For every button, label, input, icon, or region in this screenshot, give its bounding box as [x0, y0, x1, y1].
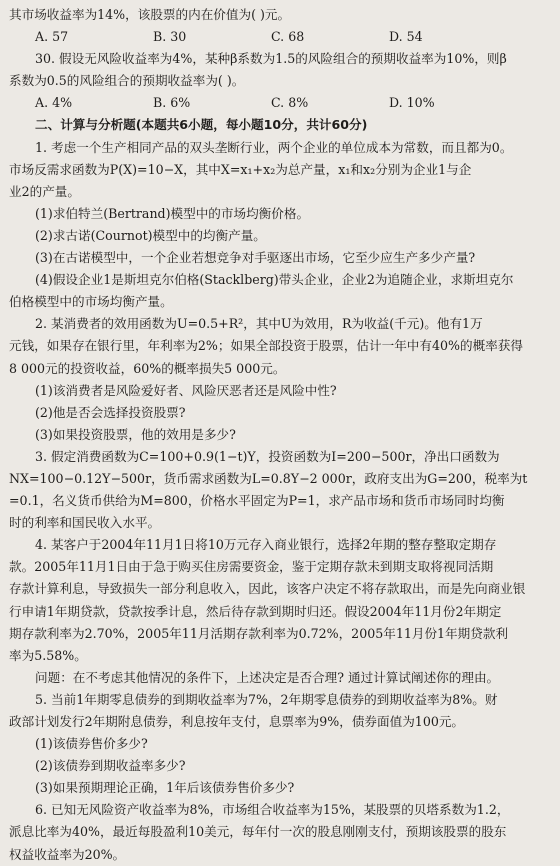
p1-s1: (1)求伯特兰(Bertrand)模型中的市场均衡价格。: [35, 205, 310, 221]
p4-l4: 行申请1年期贷款，贷款按季计息，然后待存款到期时归还。假设2004年11月份2年期定: [9, 603, 502, 619]
p2-l2: 元钱，如果存在银行里，年利率为2%；如果全部投资于股票，估计一年中有40%的概率获得: [9, 338, 523, 354]
p2-l3: 8 000元的投资收益，60%的概率损失5 000元。: [9, 360, 286, 376]
p6-l2: 派息比率为40%，最近每股盈利10美元，每年付一次的股息刚刚支付，预期该股票的股东: [9, 824, 507, 840]
option-a: A. 4%: [35, 95, 73, 111]
p3-l4: 时的利率和国民收入水平。: [9, 515, 161, 531]
p5-s2: (2)该债券到期收益率多少?: [35, 758, 186, 774]
p1-s2: (2)求古诺(Cournot)模型中的均衡产量。: [35, 227, 266, 243]
p1-l2: 市场反需求函数为P(X)=10−X，其中X=x₁+x₂为总产量，x₁和x₂分别为企业1与企: [9, 161, 472, 177]
p5-s3: (3)如果预期理论正确，1年后该债券售价多少?: [35, 780, 295, 796]
q30-l2: 系数为0.5的风险组合的预期收益率为( )。: [9, 73, 245, 89]
option-a: A. 57: [35, 29, 69, 45]
p5-l1: 5. 当前1年期零息债券的到期收益率为7%，2年期零息债券的到期收益率为8%。财: [35, 691, 498, 707]
p3-l1: 3. 假定消费函数为C=100+0.9(1−t)Y，投资函数为I=200−500r，净出口函数为: [35, 448, 500, 464]
p6-l1: 6. 已知无风险资产收益率为8%，市场组合收益率为15%，某股票的贝塔系数为1.2，: [35, 802, 510, 818]
p1-l1: 1. 考虑一个生产相同产品的双头垄断行业，两个企业的单位成本为常数，而且都为0。: [35, 139, 513, 155]
p5-l2: 政部计划发行2年期附息债券，利息按年支付，息票率为9%，债券面值为100元。: [9, 714, 465, 729]
p4-l3: 存款计算利息，导致损失一部分利息收入，因此，该客户决定不将存款取出，而是先向商业银: [9, 581, 526, 597]
p4-q: 问题：在不考虑其他情况的条件下，上述决定是否合理? 通过计算试阐述你的理由。: [35, 669, 500, 685]
p4-l5: 期存款利率为2.70%，2005年11月活期存款利率为0.72%，2005年11月份1年期贷款利: [9, 625, 509, 641]
q29-options: [9, 26, 550, 48]
p4-l6: 率为5.58%。: [9, 647, 87, 663]
p1-s4a: (4)假设企业1是斯坦克尔伯格(Stacklberg)带头企业，企业2为追随企业，求斯坦克尔: [35, 272, 514, 288]
section-2-heading: 二、计算与分析题(本题共6小题，每小题10分，共计60分): [35, 117, 368, 133]
p4-l1: 4. 某客户于2004年11月1日将10万元存入商业银行，选择2年期的整存整取定期存: [35, 537, 497, 553]
p2-l1: 2. 某消费者的效用函数为U=0.5+R²，其中U为效用，R为收益(千元)。他有1万: [35, 316, 483, 332]
p4-l2: 款。2005年11月1日由于急于购买住房需要资金，鉴于定期存款未到期支取将视同活期: [9, 559, 494, 575]
q29-tail: 其市场收益率为14%，该股票的内在价值为( )元。: [9, 7, 291, 22]
p3-l2: NX=100−0.12Y−500r，货币需求函数为L=0.8Y−2 000r，政府支出为G=200，税率为t: [9, 470, 528, 486]
p6-l3: 权益收益率为20%。: [9, 846, 126, 862]
q30-l1: 30. 假设无风险收益率为4%，某种β系数为1.5的风险组合的预期收益率为10%，则β: [35, 51, 507, 67]
option-d: D. 10%: [389, 95, 435, 111]
option-b: B. 30: [153, 29, 187, 45]
p2-s2: (2)他是否会选择投资股票?: [35, 404, 186, 420]
p1-s4b: 伯格模型中的市场均衡产量。: [9, 294, 173, 310]
p5-s1: (1)该债券售价多少?: [35, 736, 148, 752]
option-d: D. 54: [389, 29, 423, 45]
p2-s1: (1)该消费者是风险爱好者、风险厌恶者还是风险中性?: [35, 382, 337, 398]
option-c: C. 68: [271, 29, 305, 45]
p1-l3: 业2的产量。: [9, 183, 80, 199]
q30-options: [9, 92, 550, 114]
p1-s3: (3)在古诺模型中，一个企业若想竞争对手驱逐出市场，它至少应生产多少产量?: [35, 250, 476, 266]
p3-l3: =0.1，名义货币供给为M=800，价格水平固定为P=1，求产品市场和货币市场同时均衡: [9, 493, 505, 509]
p2-s3: (3)如果投资股票，他的效用是多少?: [35, 426, 236, 442]
option-c: C. 8%: [271, 95, 309, 111]
option-b: B. 6%: [153, 95, 191, 111]
